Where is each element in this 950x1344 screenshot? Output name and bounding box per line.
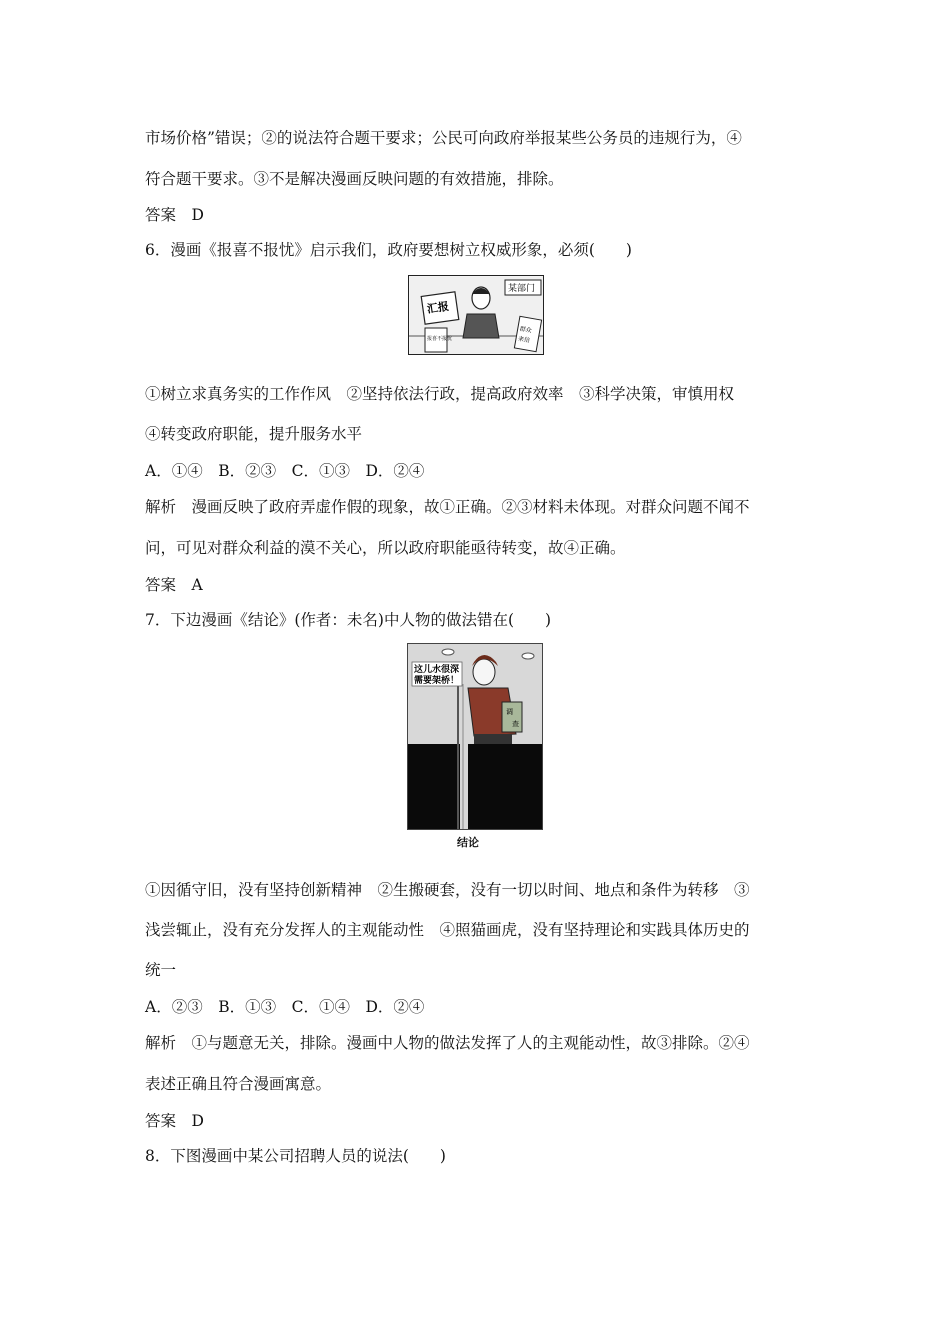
analysis-6-line-2: 问，可见对群众利益的漠不关心，所以政府职能亟待转变，故④正确。 <box>145 539 626 557</box>
analysis-7-line-1: 解析 ①与题意无关，排除。漫画中人物的做法发挥了人的主观能动性，故③排除。②④ <box>145 1034 750 1052</box>
options-7-line-2: 浅尝辄止，没有充分发挥人的主观能动性 ④照猫画虎，没有坚持理论和实践具体历史的 <box>145 921 750 939</box>
paper-bottom-left-text: 报喜不报忧 <box>427 336 453 342</box>
options-7-line-1: ①因循守旧，没有坚持创新精神 ②生搬硬套，没有一切以时间、地点和条件为转移 ③ <box>145 881 750 899</box>
cartoon-caption: 结论 <box>457 836 479 849</box>
options-line-1: ①树立求真务实的工作作风 ②坚持依法行政，提高政府效率 ③科学决策，审慎用权 <box>145 385 735 403</box>
answer-7: 答案 D <box>145 1112 204 1130</box>
text-line-1: 市场价格”错误；②的说法符合题干要求；公民可向政府举报某些公务员的违规行为，④ <box>145 129 742 147</box>
question-7: 7．下边漫画《结论》(作者：未名)中人物的做法错在( ) <box>145 611 552 629</box>
question-8: 8．下图漫画中某公司招聘人员的说法( ) <box>145 1147 446 1165</box>
cartoon-conclusion <box>407 643 543 830</box>
sign-left-text: 汇报 <box>426 299 450 316</box>
analysis-7-line-2: 表述正确且符合漫画寓意。 <box>145 1075 332 1093</box>
answer-5: 答案 D <box>145 206 204 224</box>
choices-7: A．②③ B．①③ C．①④ D．②④ <box>145 998 425 1016</box>
choices-6: A．①④ B．②③ C．①③ D．②④ <box>145 462 425 480</box>
bubble-line-2: 需要架桥！ <box>414 676 460 686</box>
answer-6: 答案 A <box>145 576 203 594</box>
text-line-2: 符合题干要求。③不是解决漫画反映问题的有效措施，排除。 <box>145 170 564 188</box>
options-7-line-3: 统一 <box>145 961 177 979</box>
bag-text-2: 查 <box>512 720 519 728</box>
analysis-6-line-1: 解析 漫画反映了政府弄虚作假的现象，故①正确。②③材料未体现。对群众问题不闻不 <box>145 498 750 516</box>
bubble-line-1: 这儿水很深 <box>414 665 460 675</box>
question-6: 6．漫画《报喜不报忧》启示我们，政府要想树立权威形象，必须( ) <box>145 241 632 259</box>
paper-right-text-1: 群众 <box>519 325 533 335</box>
sign-right-text: 某部门 <box>508 284 536 294</box>
options-line-2: ④转变政府职能，提升服务水平 <box>145 425 363 443</box>
bag-text-1: 调 <box>506 708 513 716</box>
paper-right-text-2: 来信 <box>517 335 531 345</box>
cartoon-report-good-news <box>408 275 544 355</box>
